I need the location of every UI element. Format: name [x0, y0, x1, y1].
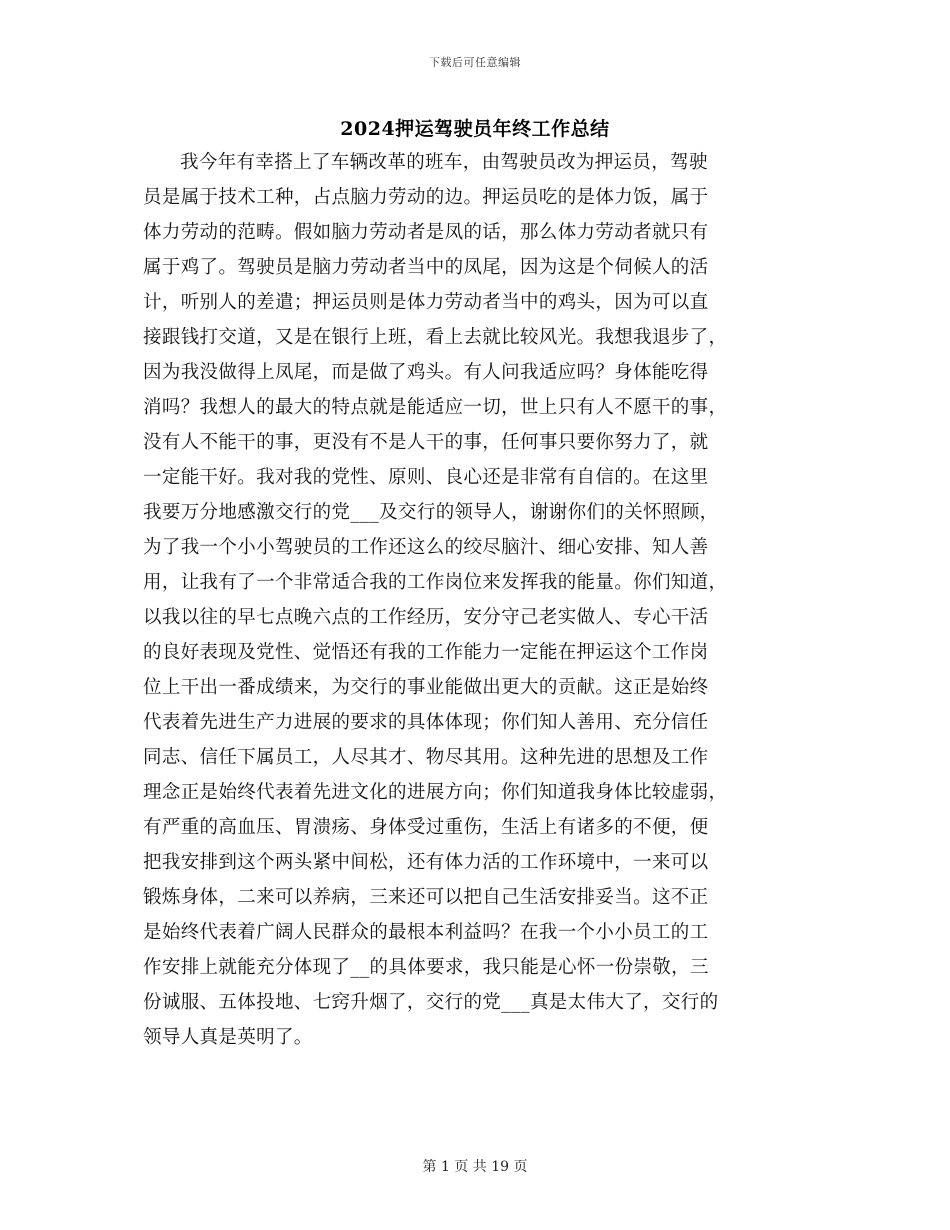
body-line: 位上干出一番成绩来，为交行的事业能做出更大的贡献。这正是始终 [143, 677, 709, 698]
body-line: 用，让我有了一个非常适合我的工作岗位来发挥我的能量。你们知道， [143, 572, 728, 593]
body-line: 的良好表现及党性、觉悟还有我的工作能力一定能在押运这个工作岗 [143, 642, 709, 663]
body-line: 理念正是始终代表着先进文化的进展方向；你们知道我身体比较虚弱， [143, 782, 728, 803]
body-line: 没有人不能干的事，更没有不是人干的事，任何事只要你努力了，就 [143, 432, 709, 453]
body-line: 接跟钱打交道，又是在银行上班，看上去就比较风光。我想我退步了， [143, 327, 728, 348]
body-line: 我今年有幸搭上了车辆改革的班车，由驾驶员改为押运员，驾驶 [180, 152, 708, 173]
body-line: 领导人真是英明了。 [143, 1027, 313, 1048]
body-line: 因为我没做得上凤尾，而是做了鸡头。有人问我适应吗？身体能吃得 [143, 362, 709, 383]
body-line: 属于鸡了。驾驶员是脑力劳动者当中的凤尾，因为这是个伺候人的活 [143, 257, 709, 278]
document-title: 2024押运驾驶员年终工作总结 [340, 118, 610, 140]
body-line: 锻炼身体，二来可以养病，三来还可以把自己生活安排妥当。这不正 [143, 887, 709, 908]
body-line: 同志、信任下属员工，人尽其才、物尽其用。这种先进的思想及工作 [143, 747, 709, 768]
body-line: 一定能干好。我对我的党性、原则、良心还是非常有自信的。在这里 [143, 467, 709, 488]
body-line: 把我安排到这个两头紧中间松，还有体力活的工作环境中，一来可以 [143, 852, 709, 873]
body-line: 我要万分地感激交行的党___及交行的领导人，谢谢你们的关怀照顾， [143, 502, 719, 523]
body-line: 计，听别人的差遣；押运员则是体力劳动者当中的鸡头，因为可以直 [143, 292, 709, 313]
page-number: 第 1 页 共 19 页 [422, 1159, 528, 1175]
body-line: 员是属于技术工种，占点脑力劳动的边。押运员吃的是体力饭，属于 [143, 187, 709, 208]
body-line: 消吗？我想人的最大的特点就是能适应一切，世上只有人不愿干的事， [143, 397, 728, 418]
body-line: 作安排上就能充分体现了__的具体要求，我只能是心怀一份崇敬，三 [143, 957, 709, 978]
body-line: 份诚服、五体投地、七窍升烟了，交行的党___真是太伟大了，交行的 [143, 992, 719, 1013]
header-note: 下载后可任意编辑 [429, 56, 521, 69]
body-line: 为了我一个小小驾驶员的工作还这么的绞尽脑汁、细心安排、知人善 [143, 537, 709, 558]
body-line: 有严重的高血压、胃溃疡、身体受过重伤，生活上有诸多的不便，便 [143, 817, 709, 838]
body-line: 体力劳动的范畴。假如脑力劳动者是凤的话，那么体力劳动者就只有 [143, 222, 709, 243]
body-line: 代表着先进生产力进展的要求的具体体现；你们知人善用、充分信任 [143, 712, 709, 733]
body-line: 以我以往的早七点晚六点的工作经历，安分守己老实做人、专心干活 [143, 607, 709, 628]
body-line: 是始终代表着广阔人民群众的最根本利益吗？在我一个小小员工的工 [143, 922, 709, 943]
body-text [143, 145, 813, 1055]
